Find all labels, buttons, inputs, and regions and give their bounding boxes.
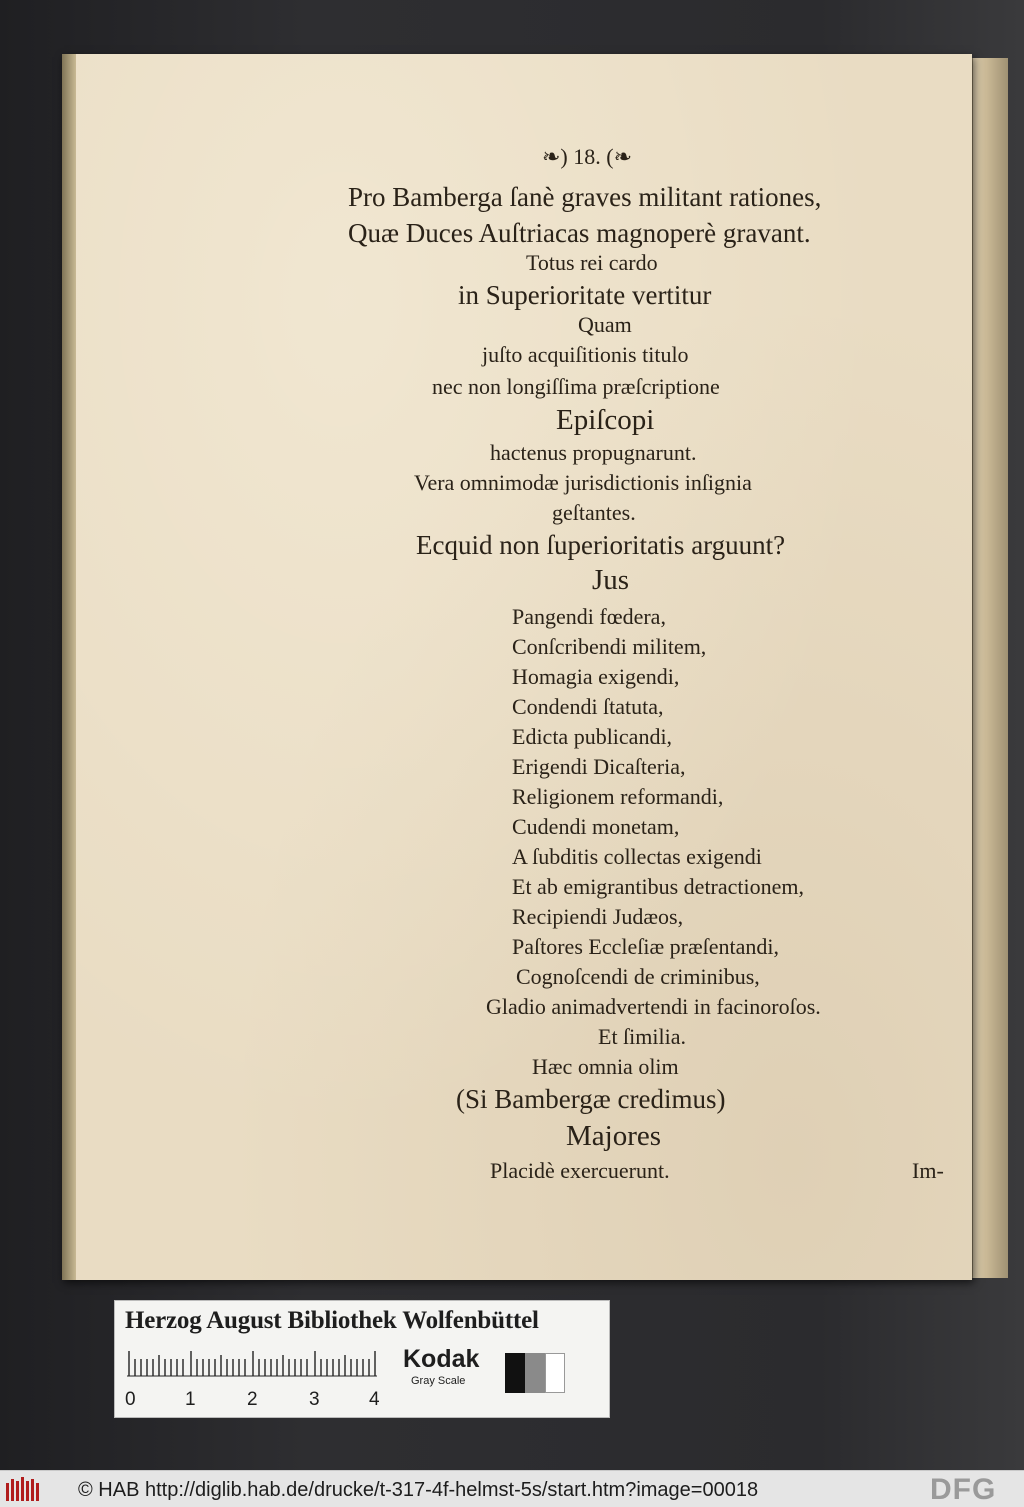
library-name: Herzog August Bibliothek Wolfenbüttel	[125, 1307, 539, 1334]
page-spine	[62, 54, 76, 1280]
text-line: Hæc omnia olim	[532, 1054, 679, 1079]
copyright-url[interactable]: © HAB http://diglib.hab.de/drucke/t-317-4f-helmst-5s/start.htm?image=00018	[78, 1479, 759, 1501]
text-line: hactenus propugnarunt.	[490, 440, 697, 465]
page-text	[70, 54, 980, 1280]
catchword: Im-	[912, 1158, 944, 1183]
list-item: Homagia exigendi,	[512, 664, 680, 689]
footer-bar	[0, 1470, 1024, 1507]
gray-patch	[505, 1353, 525, 1393]
text-line: Quæ Duces Auſtriacas magnoperè gravant.	[348, 218, 811, 248]
list-item: Gladio animadvertendi in facinoroſos.	[486, 994, 821, 1019]
page-number-line: ❧) 18. (❧	[542, 144, 633, 169]
ruler-number: 0	[125, 1389, 136, 1410]
text-line: Totus rei cardo	[526, 250, 658, 275]
dfg-logo: DFG	[930, 1473, 997, 1506]
ruler-scale	[127, 1351, 377, 1377]
text-line: geſtantes.	[552, 500, 636, 525]
text-line: Pro Bamberga ſanè graves militant rationes,	[348, 182, 822, 212]
kodak-logo-text: Kodak	[403, 1345, 480, 1373]
list-item: Erigendi Dicaſteria,	[512, 754, 686, 779]
gray-scale-patches	[505, 1353, 565, 1393]
gray-patch	[525, 1353, 545, 1393]
book-page	[62, 54, 972, 1280]
list-item: Paſtores Eccleſiæ præſentandi,	[512, 934, 779, 959]
gray-patch	[545, 1353, 565, 1393]
text-line: Vera omnimodæ jurisdictionis inſignia	[414, 470, 752, 495]
list-item: Cognoſcendi de criminibus,	[516, 964, 760, 989]
text-line: Ecquid non ſuperioritatis arguunt?	[416, 530, 786, 560]
list-item: Edicta publicandi,	[512, 724, 673, 749]
text-line: Et ſimilia.	[598, 1024, 686, 1049]
text-line: nec non longiſſima præſcriptione	[432, 374, 720, 399]
text-line: in Superioritate vertitur	[458, 280, 712, 310]
hab-logo-icon	[6, 1477, 44, 1503]
color-calibration-card	[114, 1300, 610, 1418]
list-item: Religionem reformandi,	[512, 784, 724, 809]
text-line: juſto acquiſitionis titulo	[482, 342, 689, 367]
text-line: Epiſcopi	[556, 404, 655, 436]
text-line: Jus	[592, 564, 630, 596]
text-line: Placidè exercuerunt.	[490, 1158, 670, 1183]
list-item: A ſubditis collectas exigendi	[512, 844, 762, 869]
ruler-number: 3	[309, 1389, 320, 1410]
list-item: Cudendi monetam,	[512, 814, 680, 839]
ruler-number: 2	[247, 1389, 258, 1410]
list-item: Condendi ſtatuta,	[512, 694, 664, 719]
kodak-subtitle: Gray Scale	[411, 1375, 466, 1387]
list-item: Et ab emigrantibus detractionem,	[512, 874, 805, 899]
list-item: Recipiendi Judæos,	[512, 904, 684, 929]
list-item: Pangendi fœdera,	[512, 604, 666, 629]
list-item: Conſcribendi militem,	[512, 634, 707, 659]
text-line: Majores	[566, 1120, 662, 1152]
text-line: (Si Bambergæ credimus)	[456, 1084, 726, 1114]
ruler-number: 4	[369, 1389, 380, 1410]
text-line: Quam	[578, 312, 632, 337]
ruler-number: 1	[185, 1389, 196, 1410]
